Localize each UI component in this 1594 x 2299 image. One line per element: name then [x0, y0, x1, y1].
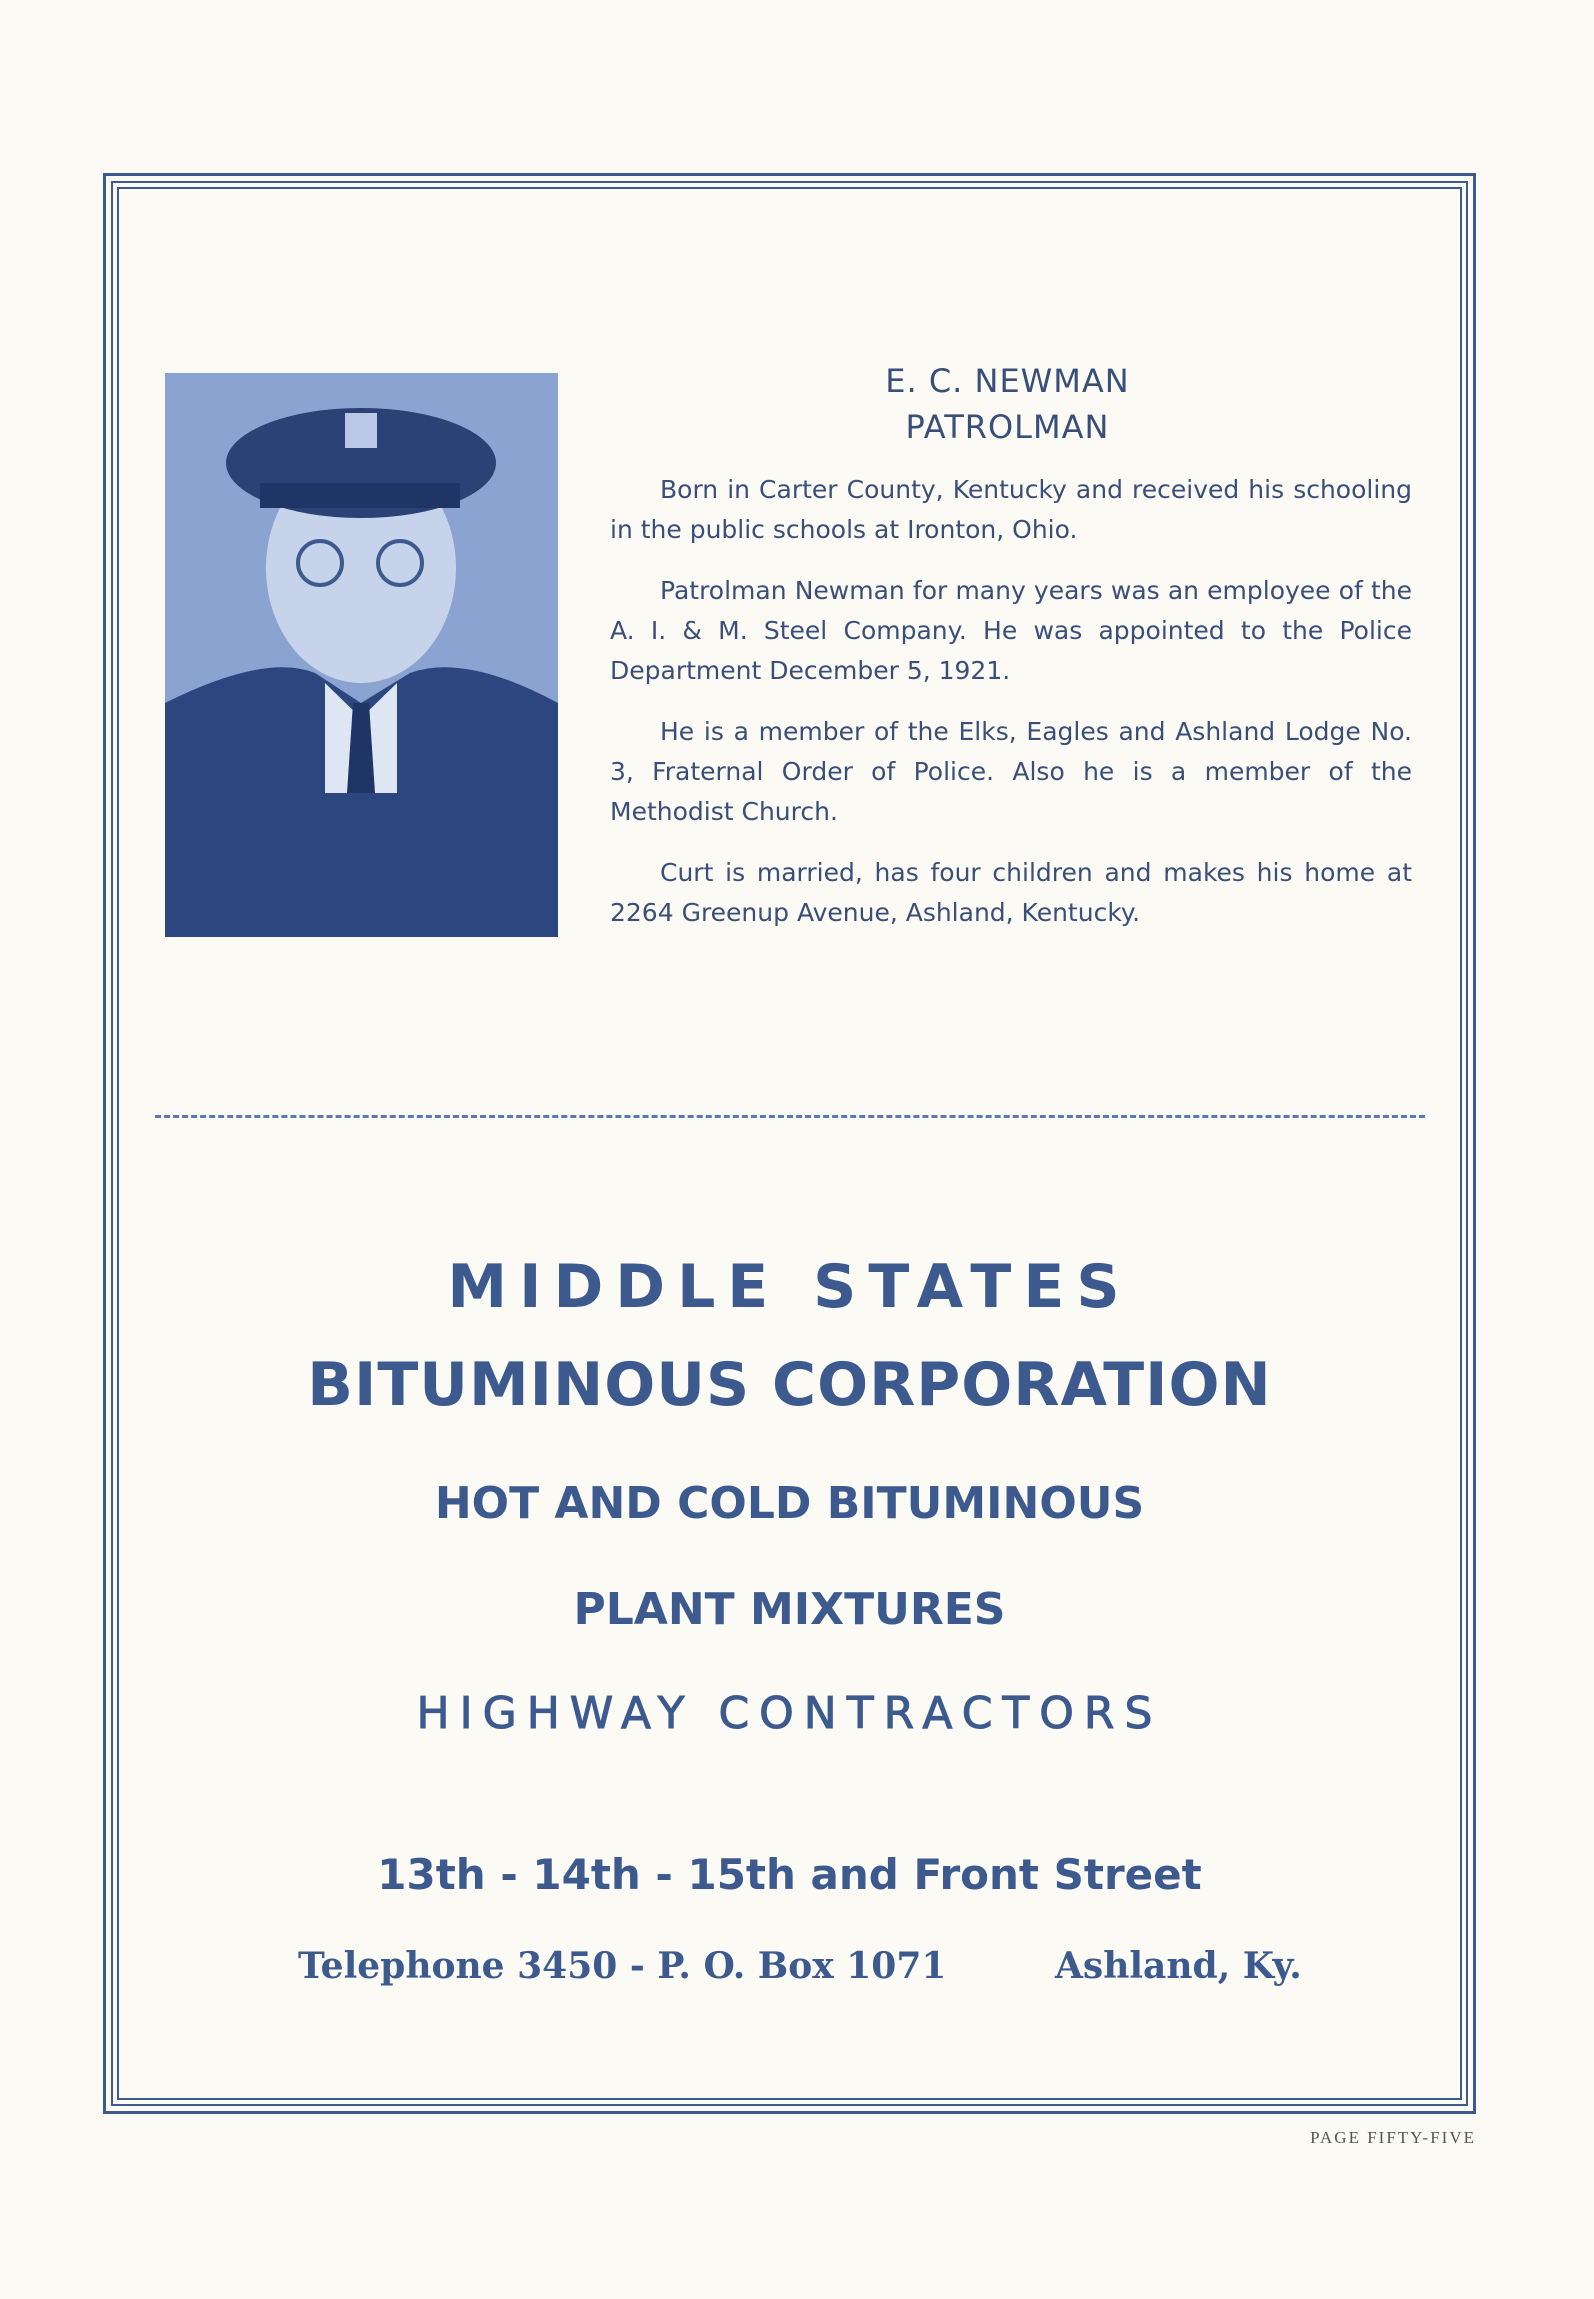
ad-company-line1: MIDDLE STATES [447, 1252, 1132, 1322]
ad-address: 13th - 14th - 15th and Front Street [377, 1850, 1202, 1899]
ad-service-line2: PLANT MIXTURES [573, 1584, 1006, 1635]
section-divider [155, 1115, 1425, 1118]
bio-paragraph: Patrolman Newman for many years was an employee of the A. I. & M. Steel Company. He was appointed to the Police Department December 5, 1921. [610, 576, 1412, 685]
ad-contact: Telephone 3450 - P. O. Box 1071 [298, 1945, 947, 1987]
biography [610, 470, 1412, 954]
ad-service-line1: HOT AND COLD BITUMINOUS [434, 1478, 1145, 1529]
bio-paragraph: He is a member of the Elks, Eagles and Ashland Lodge No. 3, Fraternal Order of Police. Also he is a member of the Methodist Church. [610, 717, 1412, 826]
bio-paragraph: Born in Carter County, Kentucky and received his schooling in the public schools at Ironton, Ohio. [610, 475, 1412, 544]
bio-paragraph: Curt is married, has four children and makes his home at 2264 Greenup Avenue, Ashland, Kentucky. [610, 858, 1412, 927]
ad-service-line3: HIGHWAY CONTRACTORS [416, 1688, 1163, 1739]
officer-name: E. C. NEWMAN [885, 362, 1130, 400]
ad-city: Ashland, Ky. [1055, 1945, 1302, 1987]
ad-company-line2: BITUMINOUS CORPORATION [307, 1350, 1272, 1420]
officer-title: PATROLMAN [905, 408, 1110, 446]
portrait-photo [165, 373, 558, 937]
page-number: PAGE FIFTY-FIVE [1310, 2128, 1476, 2147]
